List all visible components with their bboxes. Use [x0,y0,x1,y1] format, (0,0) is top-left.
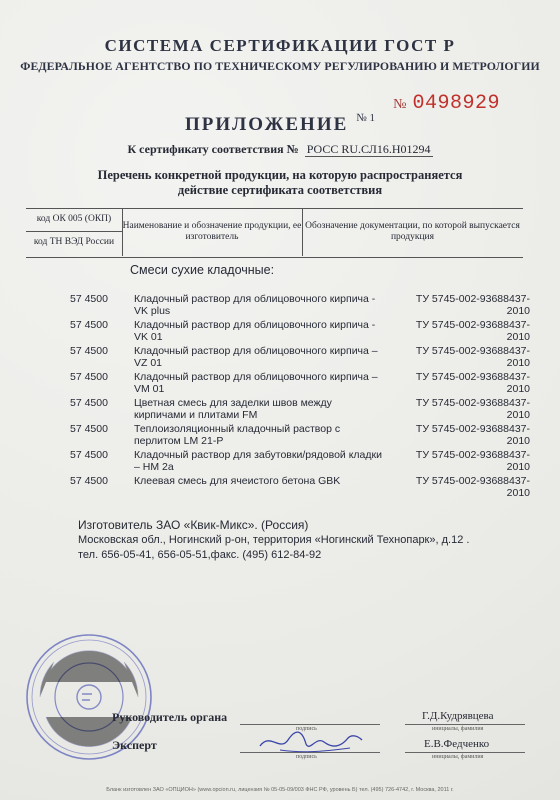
header-docs: Обозначение документации, по которой выпускается продукция [305,221,520,242]
serial-block [393,92,500,115]
row-doc-line1: ТУ 5745-002-93688437- [415,449,530,461]
row-name: Теплоизоляционный кладочный раствор с перлитом LM 21-P [134,423,341,447]
row-code: 57 4500 [70,319,108,331]
row-code: 57 4500 [70,371,108,383]
row-code: 57 4500 [70,397,108,409]
row-doc-line1: ТУ 5745-002-93688437- [415,293,530,305]
manufacturer-info [78,518,469,563]
row-name: Цветная смесь для заделки швов между кирпичами и плитами FM [134,397,332,421]
lead-name-caption: инициалы, фамилия [432,726,484,732]
expert-signature-caption: подпись [296,754,317,760]
list-title [0,168,560,198]
lead-signature-caption: подпись [296,726,317,732]
row-code: 57 4500 [70,345,108,357]
row-doc [400,345,530,369]
row-doc [400,371,530,395]
lead-name-line [405,724,525,725]
row-doc [400,397,530,421]
row-doc-line2: 2010 [506,487,530,499]
expert-label: Эксперт [112,738,157,752]
table-header-codes [26,208,123,256]
header-product: Наименование и обозначение продукции, ее изготовитель [122,208,303,256]
certificate-number: РОСС RU.СЛ16.Н01294 [306,142,431,156]
serial-number: 0498929 [412,92,500,115]
table-header [26,208,523,256]
row-doc [400,319,530,343]
row-doc-line1: ТУ 5745-002-93688437- [415,319,530,331]
row-doc [400,449,530,473]
row-doc-line2: 2010 [506,409,530,421]
table-row [0,317,560,343]
form-footer: Бланк изготовлен ЗАО «ОПЦИОН» (www.opcion.ru, лицензия № 05-05-09/003 ФНС РФ, уровень Б) тел. (495) 726-4742, г. Москва, 2011 г. [106,787,454,793]
row-doc-line2: 2010 [506,435,530,447]
row-doc-line1: ТУ 5745-002-93688437- [415,475,530,487]
row-name: Кладочный раствор для забутовки/рядовой кладки – HM 2a [134,449,382,473]
row-doc-line1: ТУ 5745-002-93688437- [415,397,530,409]
row-doc-line2: 2010 [506,305,530,317]
row-name: Кладочный раствор для облицовочного кирпича - VK plus [134,293,376,317]
row-doc-line1: ТУ 5745-002-93688437- [415,423,530,435]
table-row [0,395,560,421]
manufacturer-phones: тел. 656-05-41, 656-05-51,факс. (495) 612-84-92 [78,549,322,561]
row-code: 57 4500 [70,423,108,435]
row-code: 57 4500 [70,475,108,487]
annex-title [0,114,560,136]
table-row [0,473,560,499]
certificate-reference [0,142,560,157]
serial-prefix: № [393,97,407,112]
row-code: 57 4500 [70,449,108,461]
list-title-line2: действие сертификата соответствия [177,183,383,197]
row-name: Кладочный раствор для облицовочного кирпича - VK 01 [134,319,376,343]
header-code-tnved: код ТН ВЭД России [33,237,115,247]
row-doc-line2: 2010 [506,357,530,369]
certificate-label: К сертификату соответствия № [127,142,299,156]
row-code: 57 4500 [70,293,108,305]
row-doc [400,293,530,317]
manufacturer-name: Изготовитель ЗАО «Квик-Микс». (Россия) [78,518,309,532]
expert-handwritten-signature-icon [250,722,370,758]
row-name: Кладочный раствор для облицовочного кирпича – VM 01 [134,371,378,395]
table-row [0,421,560,447]
expert-name-line [405,752,525,753]
lead-label: Руководитель органа [112,710,228,724]
annex-number: № 1 [356,112,376,124]
manufacturer-address: Московская обл., Ногинский р-он, территория «Ногинский Технопарк», д.12 . [78,534,470,546]
lead-name: Г.Д.Кудрявцева [422,710,494,722]
list-title-line1: Перечень конкретной продукции, на которую распространяется [97,168,463,182]
row-doc-line2: 2010 [506,461,530,473]
row-doc-line2: 2010 [506,331,530,343]
row-doc-line1: ТУ 5745-002-93688437- [415,371,530,383]
row-name: Клеевая смесь для ячеистого бетона GBK [134,475,341,487]
header-code-okp: код ОК 005 (ОКП) [36,214,112,224]
products-subheading: Смеси сухие кладочные: [130,263,275,277]
row-name: Кладочный раствор для облицовочного кирпича – VZ 01 [134,345,378,369]
certification-system-title: СИСТЕМА СЕРТИФИКАЦИИ ГОСТ Р [104,36,456,55]
annex-title-text: ПРИЛОЖЕНИЕ [184,114,349,135]
agency-name: ФЕДЕРАЛЬНОЕ АГЕНТСТВО ПО ТЕХНИЧЕСКОМУ РЕГУЛИРОВАНИЮ И МЕТРОЛОГИИ [20,59,540,73]
header-code-divider [26,231,122,232]
row-doc [400,475,530,499]
expert-name-caption: инициалы, фамилия [432,754,484,760]
table-row [0,369,560,395]
row-doc [400,423,530,447]
row-doc-line1: ТУ 5745-002-93688437- [415,345,530,357]
table-row [0,343,560,369]
table-row [0,291,560,317]
row-doc-line2: 2010 [506,383,530,395]
table-row [0,447,560,473]
expert-name: Е.В.Федченко [424,738,490,750]
